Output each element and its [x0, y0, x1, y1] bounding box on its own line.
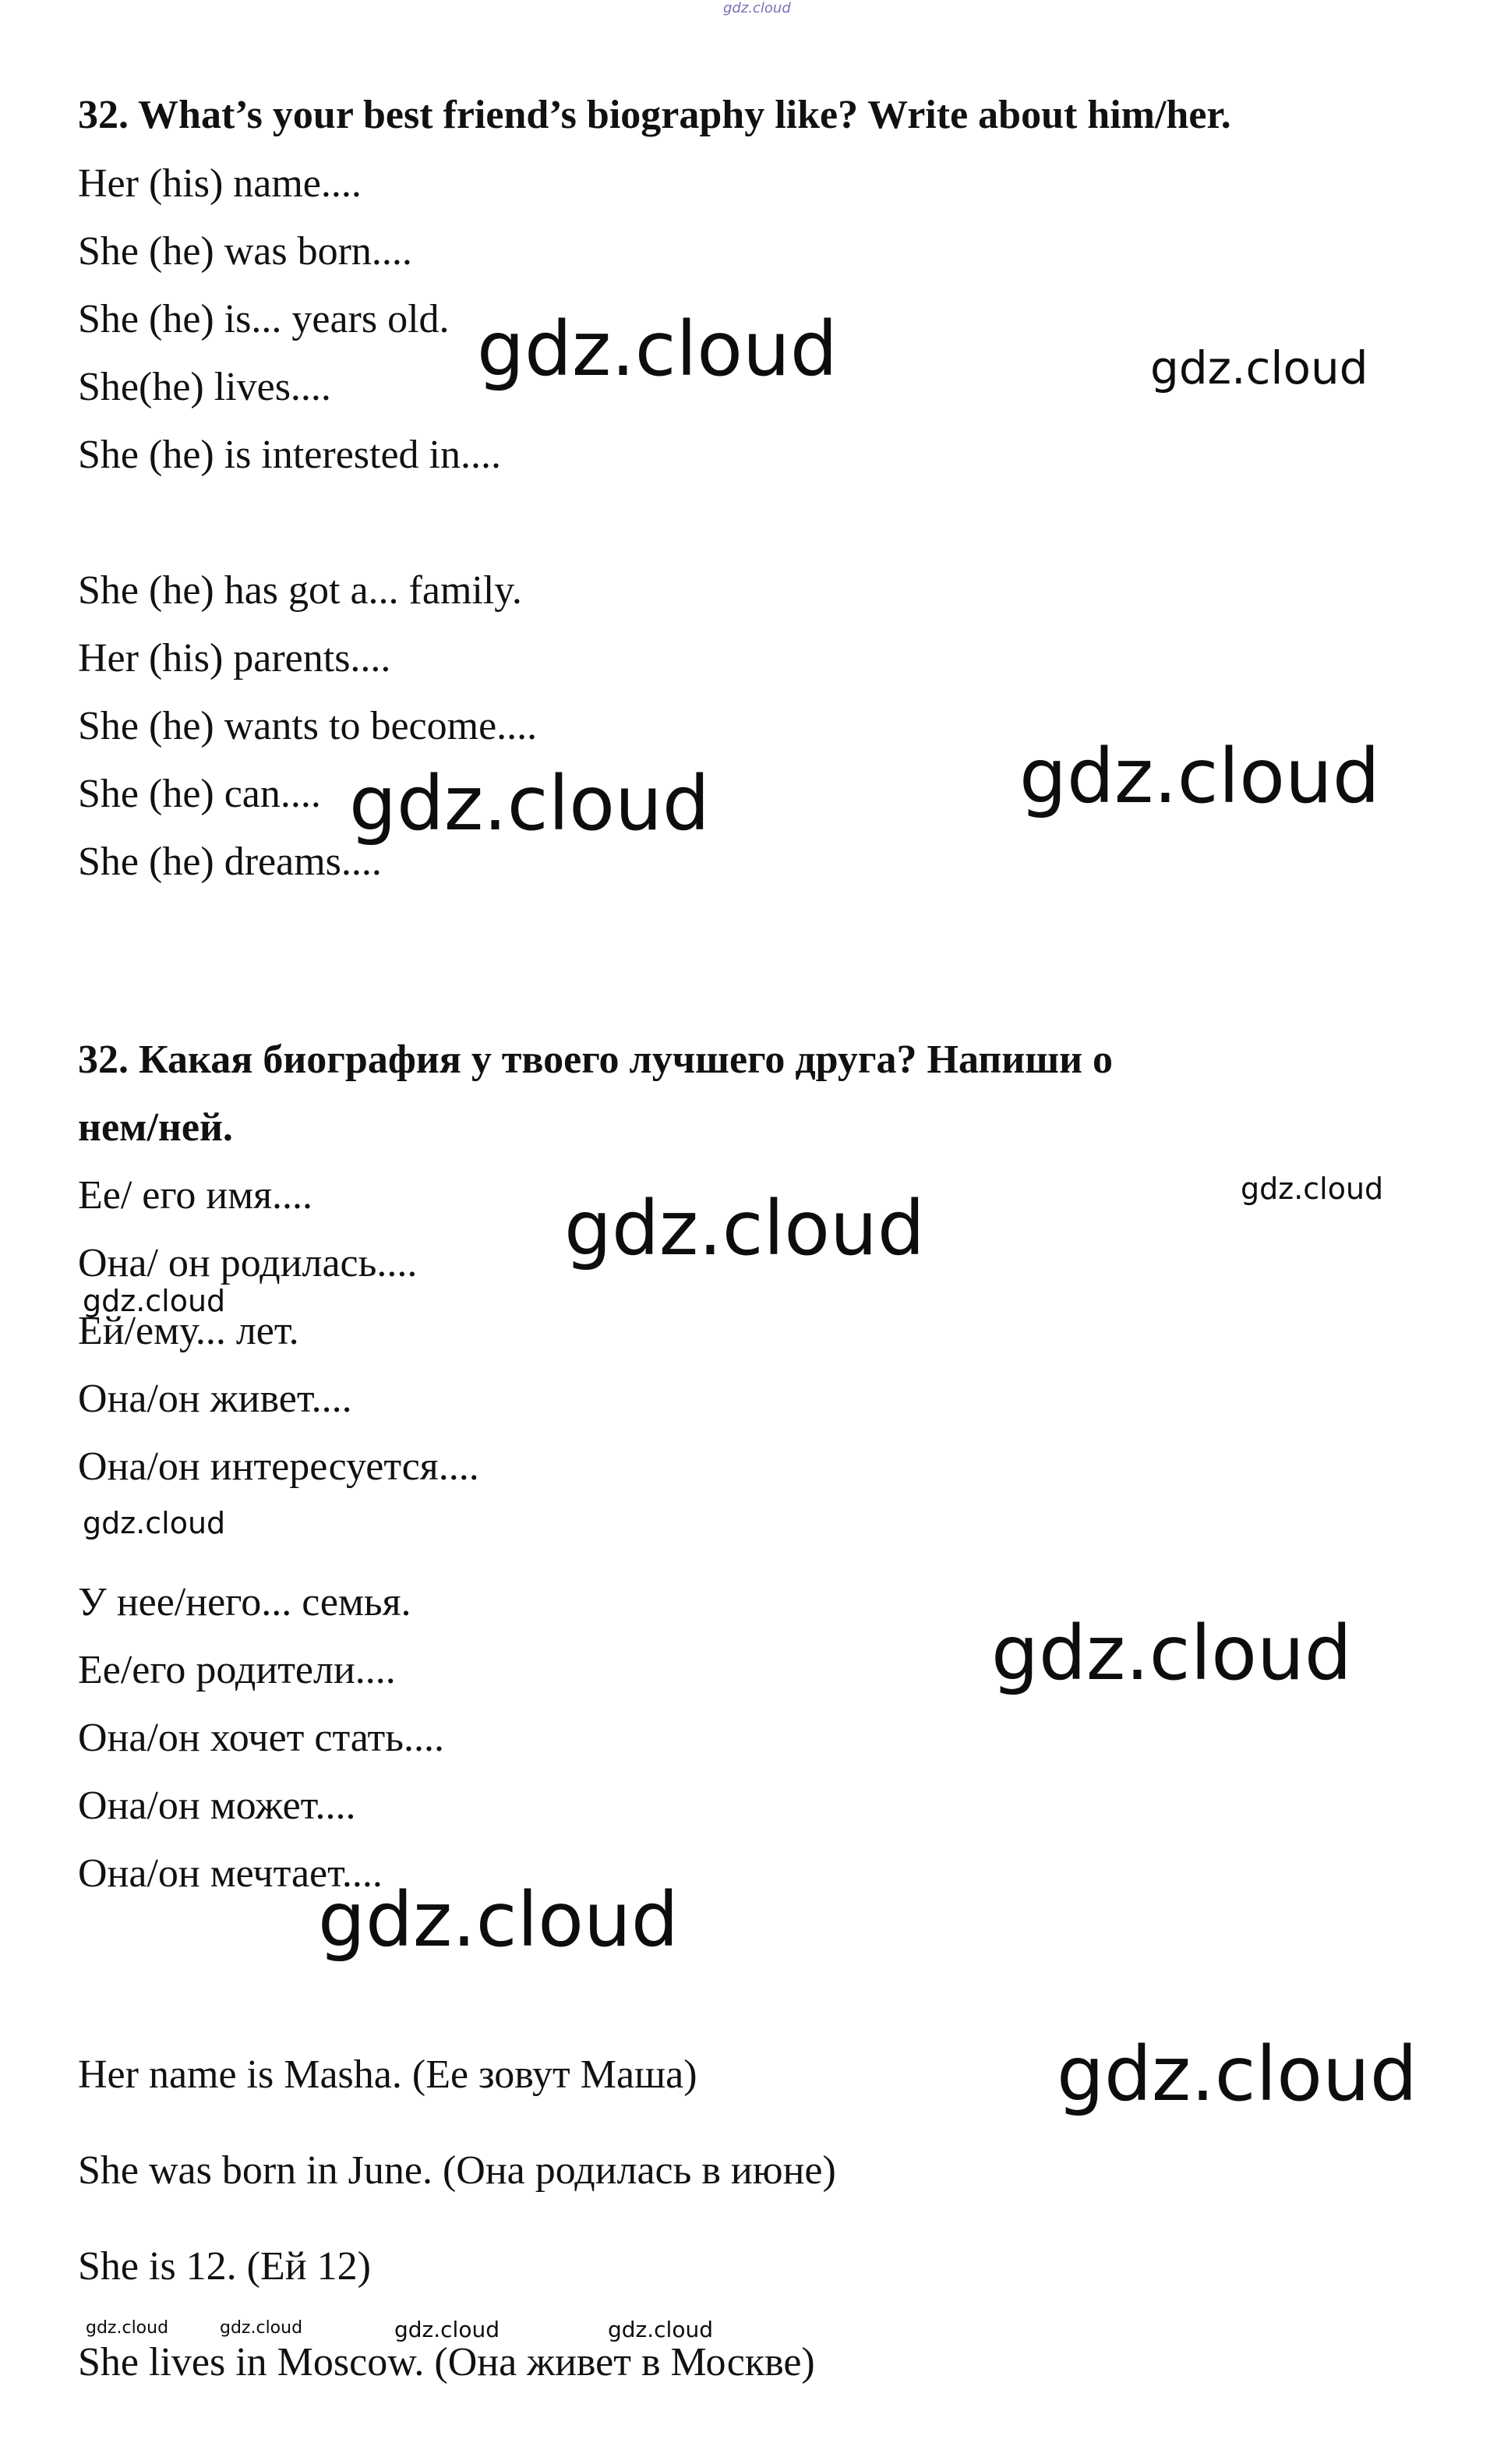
russian-line: У нее/него... семья.: [78, 1580, 411, 1624]
answer-line: She was born in June. (Она родилась в июне): [78, 2148, 836, 2193]
watermark: gdz.cloud: [1150, 341, 1368, 394]
english-line: She (he) wants to become....: [78, 704, 538, 748]
watermark: gdz.cloud: [86, 2318, 169, 2338]
watermark-top: gdz.cloud: [723, 0, 791, 16]
english-line: Her (his) name....: [78, 161, 362, 206]
watermark: gdz.cloud: [1019, 733, 1380, 820]
english-line: She (he) can....: [78, 772, 321, 816]
answer-line: Her name is Masha. (Ее зовут Маша): [78, 2052, 697, 2097]
russian-line: Она/он хочет стать....: [78, 1716, 444, 1760]
watermark: gdz.cloud: [349, 760, 710, 847]
english-line: She (he) has got a... family.: [78, 568, 522, 613]
english-line: She(he) lives....: [78, 365, 331, 409]
answer-line: She is 12. (Ей 12): [78, 2244, 371, 2289]
russian-line: Она/он живет....: [78, 1377, 352, 1421]
english-line: She (he) was born....: [78, 229, 412, 274]
answer-line: She lives in Moscow. (Она живет в Москве): [78, 2340, 815, 2384]
watermark: gdz.cloud: [83, 1506, 226, 1540]
russian-line: Она/он мечтает....: [78, 1851, 383, 1896]
english-line: She (he) is interested in....: [78, 433, 501, 477]
watermark: gdz.cloud: [220, 2318, 303, 2338]
watermark: gdz.cloud: [477, 306, 838, 393]
russian-heading-line2: нем/ней.: [78, 1105, 233, 1150]
english-line: Her (his) parents....: [78, 636, 391, 681]
russian-line: Она/ он родилась....: [78, 1241, 418, 1285]
russian-line: Она/он интересуется....: [78, 1444, 479, 1489]
watermark: gdz.cloud: [83, 1284, 226, 1318]
watermark: gdz.cloud: [608, 2317, 713, 2342]
watermark: gdz.cloud: [564, 1185, 925, 1272]
watermark: gdz.cloud: [394, 2317, 500, 2342]
watermark: gdz.cloud: [991, 1610, 1352, 1697]
watermark: gdz.cloud: [318, 1876, 679, 1964]
russian-line: Она/он может....: [78, 1783, 356, 1828]
russian-line: Ее/ его имя....: [78, 1173, 313, 1218]
russian-heading-line1: 32. Какая биография у твоего лучшего друга? Напиши о: [78, 1038, 1114, 1082]
english-line: She (he) is... years old.: [78, 297, 450, 341]
watermark: gdz.cloud: [1241, 1172, 1384, 1206]
english-heading: 32. What’s your best friend’s biography like? Write about him/her.: [78, 93, 1231, 137]
russian-line: Ей/ему... лет.: [78, 1309, 299, 1353]
english-line: She (he) dreams....: [78, 840, 382, 884]
russian-line: Ее/его родители....: [78, 1648, 396, 1692]
watermark: gdz.cloud: [1057, 2031, 1417, 2118]
